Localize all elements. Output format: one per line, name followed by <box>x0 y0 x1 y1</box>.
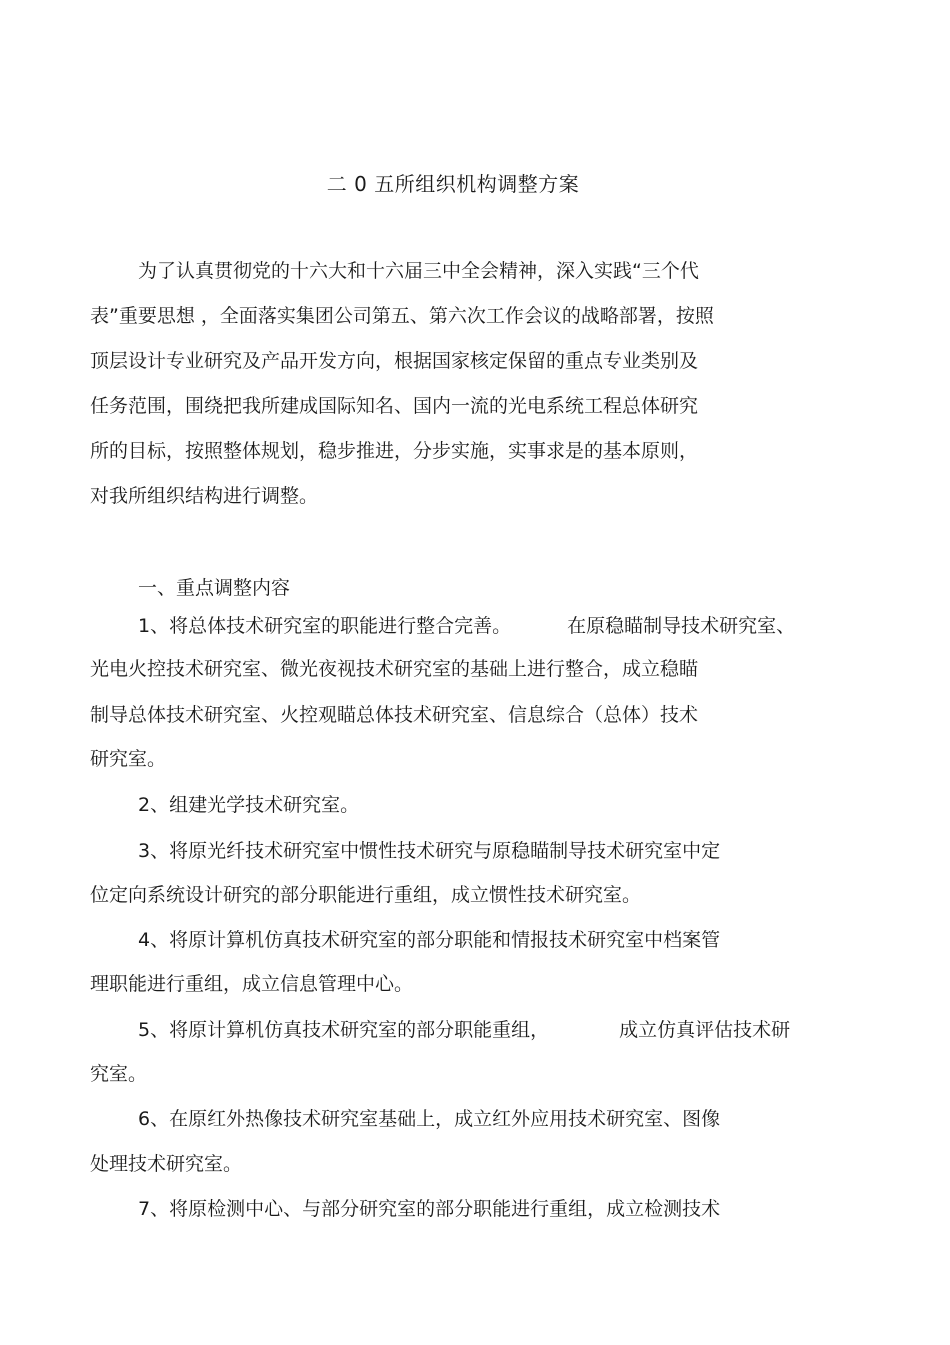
item-3-line-1: 3、将原光纤技术研究室中惯性技术研究与原稳瞄制导技术研究室中定 <box>138 840 721 862</box>
document-title: 二 0 五所组织机构调整方案 <box>326 172 580 196</box>
item-1-text-b: 在原稳瞄制导技术研究室、 <box>567 615 796 637</box>
item-4-line-2: 理职能进行重组，成立信息管理中心。 <box>90 973 414 995</box>
item-1-text-a: 1、将总体技术研究室的职能进行整合完善。 <box>138 615 512 637</box>
item-5-text-a: 5、将原计算机仿真技术研究室的部分职能重组， <box>138 1019 550 1041</box>
item-1-line-4: 研究室。 <box>90 748 167 770</box>
intro-line-1: 为了认真贯彻党的十六大和十六届三中全会精神，深入实践“三个代 <box>138 260 699 282</box>
item-5-line-1 <box>138 1017 790 1043</box>
intro-line-6: 对我所组织结构进行调整。 <box>90 485 319 507</box>
item-6-line-1: 6、在原红外热像技术研究室基础上，成立红外应用技术研究室、图像 <box>138 1108 721 1130</box>
item-5-line-2: 究室。 <box>90 1063 148 1085</box>
intro-line-3: 顶层设计专业研究及产品开发方向，根据国家核定保留的重点专业类别及 <box>90 350 699 372</box>
intro-line-5: 所的目标，按照整体规划，稳步推进，分步实施，实事求是的基本原则， <box>90 440 699 462</box>
item-6-line-2: 处理技术研究室。 <box>90 1153 243 1175</box>
item-7-line-1: 7、将原检测中心、与部分研究室的部分职能进行重组，成立检测技术 <box>138 1198 721 1220</box>
intro-line-4: 任务范围，围绕把我所建成国际知名、国内一流的光电系统工程总体研究 <box>90 395 699 417</box>
item-1-line-1 <box>138 613 795 639</box>
section-heading: 一、重点调整内容 <box>138 577 291 599</box>
item-3-line-2: 位定向系统设计研究的部分职能进行重组，成立惯性技术研究室。 <box>90 884 642 906</box>
item-1-line-3: 制导总体技术研究室、火控观瞄总体技术研究室、信息综合（总体）技术 <box>90 704 699 726</box>
item-4-line-1: 4、将原计算机仿真技术研究室的部分职能和情报技术研究室中档案管 <box>138 929 721 951</box>
item-1-line-2: 光电火控技术研究室、微光夜视技术研究室的基础上进行整合，成立稳瞄 <box>90 658 699 680</box>
item-2-line-1: 2、组建光学技术研究室。 <box>138 794 360 816</box>
item-5-text-b: 成立仿真评估技术研 <box>619 1019 791 1041</box>
intro-line-2: 表”重要思想 ，全面落实集团公司第五、第六次工作会议的战略部署，按照 <box>90 305 714 327</box>
